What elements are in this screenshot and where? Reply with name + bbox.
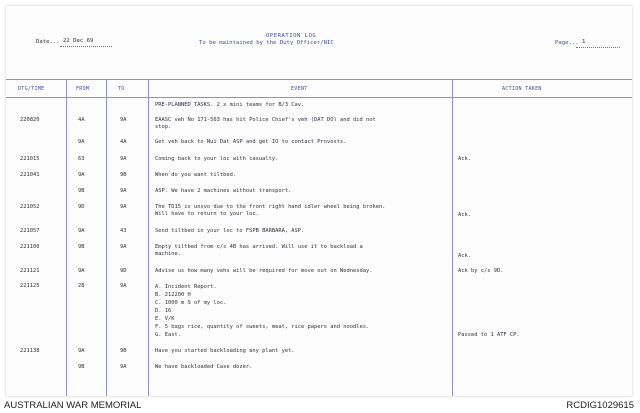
to-cell: 9A bbox=[120, 117, 127, 123]
date-label: Date... bbox=[36, 39, 60, 45]
event-line: machine. bbox=[155, 251, 181, 257]
to-cell: 9A bbox=[120, 283, 127, 289]
from-cell: 4A bbox=[78, 117, 85, 123]
event-line: Get veh back to Nui Dat ASP and get IO to contact Provosts. bbox=[155, 139, 347, 145]
header-bottom-rule bbox=[6, 97, 632, 98]
page-title: OPERATION LOG bbox=[266, 33, 317, 39]
to-cell: 9D bbox=[120, 268, 127, 274]
to-cell: 9B bbox=[120, 172, 127, 178]
event-line: Advise us how many vehs will be required for move out on Wednesday. bbox=[155, 268, 373, 274]
to-cell: 43 bbox=[120, 228, 127, 234]
action-cell: Ack. bbox=[458, 156, 471, 162]
action-cell: Ack by c/s 9D. bbox=[458, 268, 504, 274]
table-top-rule bbox=[6, 79, 632, 80]
action-cell: Passed to 1 ATF CP. bbox=[458, 332, 520, 338]
to-cell: 9A bbox=[120, 188, 127, 194]
to-cell: 4A bbox=[120, 139, 127, 145]
to-cell: 9A bbox=[120, 156, 127, 162]
time-cell: 221125 bbox=[20, 283, 40, 289]
from-cell: 9B bbox=[78, 188, 85, 194]
log-sheet bbox=[6, 6, 632, 396]
from-cell: 9A bbox=[78, 268, 85, 274]
archive-reference: RCDIG1029615 bbox=[566, 400, 634, 411]
event-line: EAASC veh No 171-563 has hit Police Chief's veh (DAT DO) and did not bbox=[155, 117, 376, 123]
from-cell: 9B bbox=[78, 364, 85, 370]
col-divider-1 bbox=[66, 79, 67, 396]
event-line: We have backloaded Case dozer. bbox=[155, 364, 253, 370]
time-cell: 221121 bbox=[20, 268, 40, 274]
col-head-event: EVENT bbox=[291, 86, 308, 92]
action-cell: Ack. bbox=[458, 253, 471, 259]
event-line: Coming back to your loc with casualty. bbox=[155, 156, 279, 162]
to-cell: 9A bbox=[120, 204, 127, 210]
event-line: PRE-PLANNED TASKS. 2 x mini teams for B/3 Cav. bbox=[155, 102, 305, 108]
action-cell: Ack. bbox=[458, 212, 471, 218]
event-line: The TD15 is unsvo due to the front right hand idler wheel being broken. bbox=[155, 204, 386, 210]
col-head-action: ACTION TAKEN bbox=[502, 86, 542, 92]
page-label: Page... bbox=[555, 40, 579, 46]
time-cell: 221041 bbox=[20, 172, 40, 178]
from-cell: 9B bbox=[78, 244, 85, 250]
from-cell: 9A bbox=[78, 228, 85, 234]
event-line: D. 16 bbox=[155, 308, 172, 314]
page-underline bbox=[576, 47, 620, 48]
event-line: Have you started backloading any plant yet. bbox=[155, 348, 295, 354]
to-cell: 9A bbox=[120, 364, 127, 370]
event-line: G. East. bbox=[155, 332, 181, 338]
time-cell: 221015 bbox=[20, 156, 40, 162]
from-cell: 28 bbox=[78, 283, 85, 289]
col-divider-2 bbox=[106, 79, 107, 396]
from-cell: 9A bbox=[78, 139, 85, 145]
event-line: Will have to return to your loc. bbox=[155, 211, 259, 217]
event-line: F. 5 bags rice, quantity of sweets, meat, rice papers and noodles. bbox=[155, 324, 370, 330]
event-line: B. 212200 H bbox=[155, 292, 191, 298]
event-line: C. 1000 m S of my loc. bbox=[155, 300, 227, 306]
event-line: ASP. We have 2 machines without transport. bbox=[155, 188, 292, 194]
event-line: Send tiltbed in your loc to FSPB BARBARA, ASP. bbox=[155, 228, 305, 234]
from-cell: 9A bbox=[78, 348, 85, 354]
from-cell: 63 bbox=[78, 156, 85, 162]
from-cell: 9D bbox=[78, 204, 85, 210]
col-head-to: TO bbox=[118, 86, 125, 92]
col-head-from: FROM bbox=[76, 86, 90, 92]
archive-credit: AUSTRALIAN WAR MEMORIAL bbox=[4, 400, 142, 411]
event-line: When do you want tiltbed. bbox=[155, 172, 237, 178]
event-line: stop. bbox=[155, 124, 172, 130]
to-cell: 9B bbox=[120, 348, 127, 354]
time-cell: 221138 bbox=[20, 348, 40, 354]
page-number: 1 bbox=[582, 39, 586, 45]
time-cell: 221100 bbox=[20, 244, 40, 250]
col-head-time: DTG/TIME bbox=[18, 86, 45, 92]
page-subtitle: To be maintained by the Duty Officer/NIC bbox=[199, 40, 334, 46]
to-cell: 9A bbox=[120, 244, 127, 250]
event-line: A. Incident Report. bbox=[155, 284, 217, 290]
event-line: E. V/K bbox=[155, 316, 175, 322]
time-cell: 220820 bbox=[20, 117, 40, 123]
from-cell: 9A bbox=[78, 172, 85, 178]
date-underline bbox=[60, 46, 112, 47]
time-cell: 221057 bbox=[20, 228, 40, 234]
col-divider-4 bbox=[452, 79, 453, 396]
col-divider-3 bbox=[148, 79, 149, 396]
time-cell: 221052 bbox=[20, 204, 40, 210]
event-line: Empty tiltbed from c/s 4B has arrived. Will use it to backload a bbox=[155, 244, 363, 250]
date-value: 22 Dec 69 bbox=[63, 38, 94, 44]
